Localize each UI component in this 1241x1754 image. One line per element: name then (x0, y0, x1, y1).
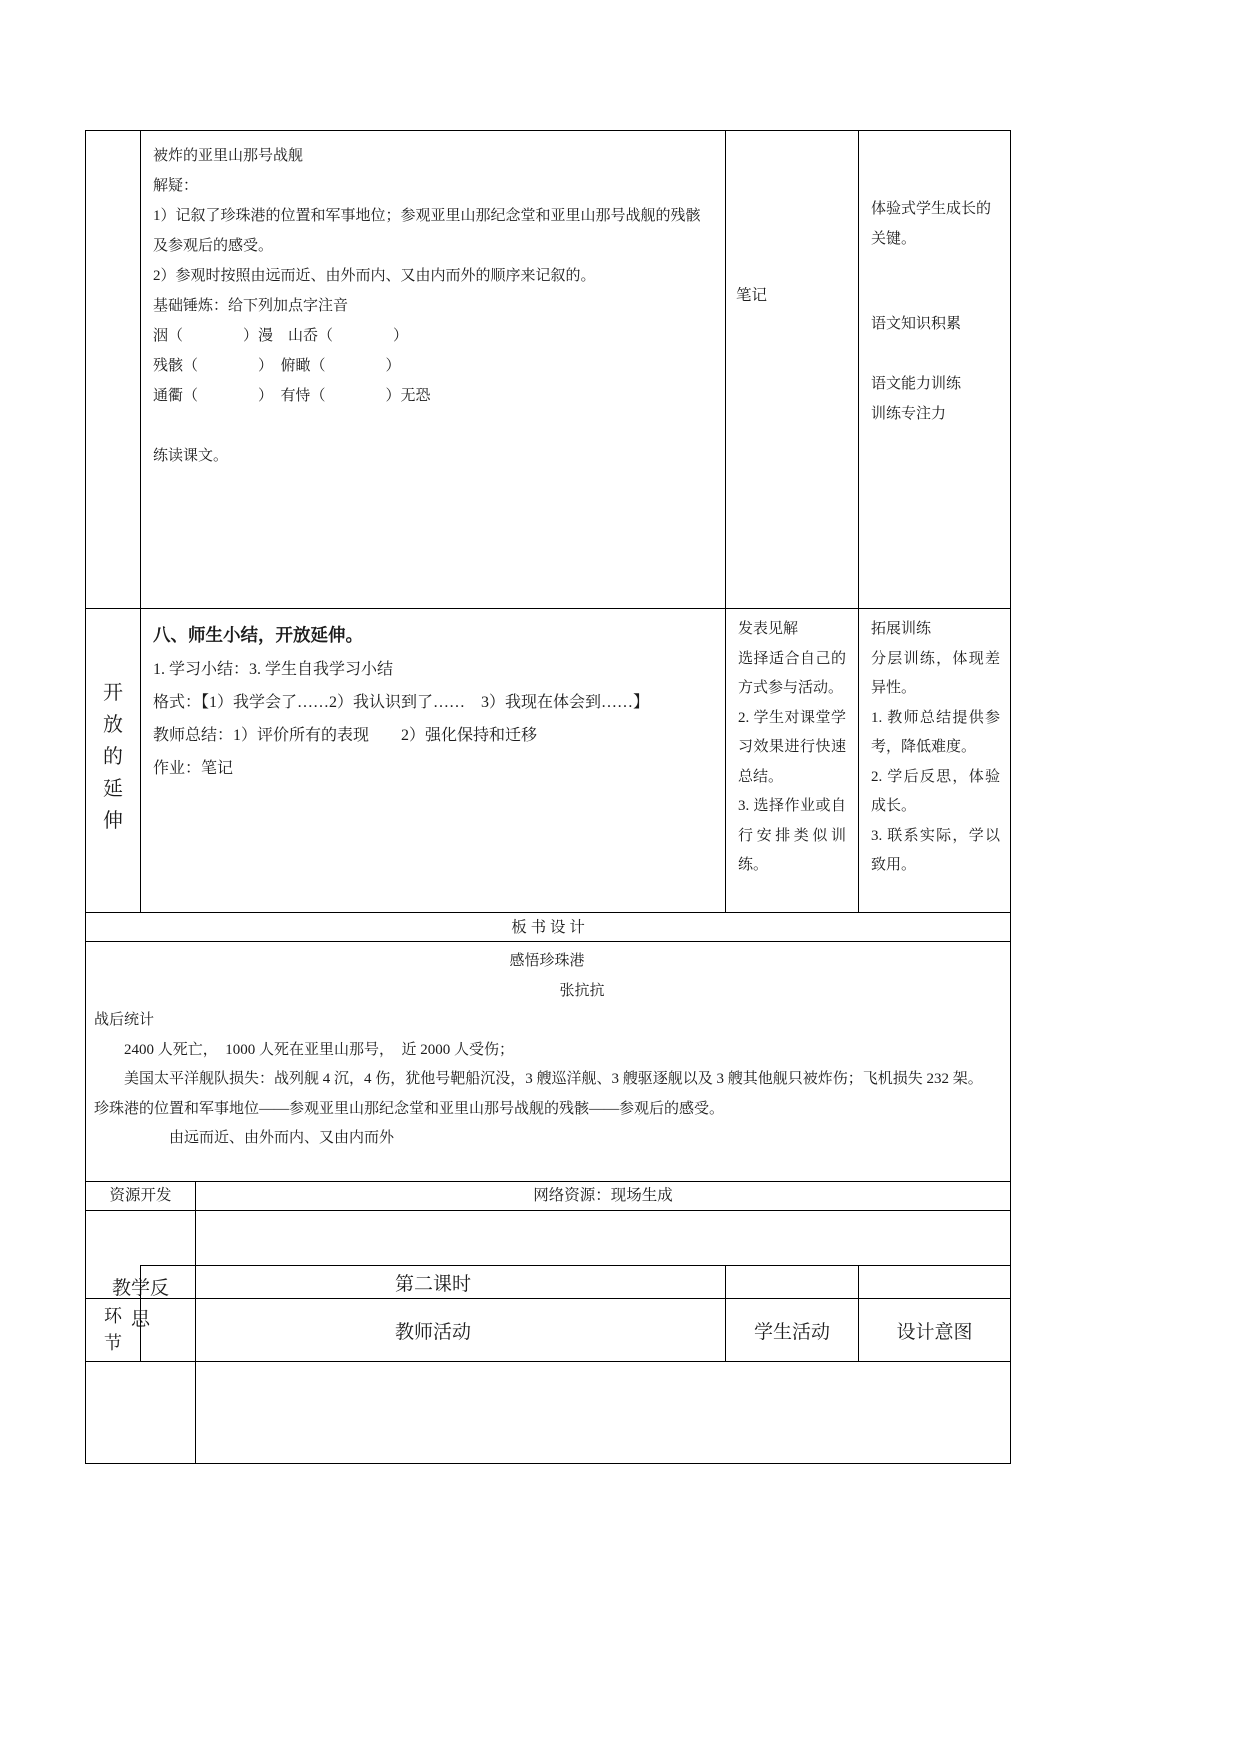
pinyin-exercise-line: 洇（ ）漫 山岙（ ） (153, 328, 409, 344)
pinyin-exercise-line: 残骸（ ） 俯瞰（ ） (153, 358, 401, 374)
session-title: 第二课时 (141, 1266, 726, 1299)
table-row (86, 913, 1011, 942)
second-session-table (85, 1265, 1011, 1362)
intent-para: 1. 教师总结提供参考，降低难度。 (871, 709, 1001, 755)
intent-para: 2. 学后反思，体验成长。 (871, 768, 1001, 814)
stage-label-vertical: 开放的延伸 (103, 682, 123, 832)
stage-cell-empty (86, 131, 141, 609)
blank-line (153, 411, 711, 441)
teacher-line: 2）参观时按照由远而近、由外而内、又由内而外的顺序来记叙的。 (153, 268, 596, 284)
stage-header-cell (86, 1299, 141, 1362)
lesson-plan-table (85, 130, 1011, 1464)
board-author: 张抗抗 (559, 982, 605, 999)
pinyin-exercise-line: 通衢（ ） 有恃（ ）无恐 (153, 388, 431, 404)
reflection-label: 教学反思 (111, 1278, 169, 1330)
intent-para: 3. 联系实际，学以致用。 (871, 827, 1001, 873)
teacher-line: 教师总结：1）评价所有的表现 2）强化保持和迁移 (153, 727, 538, 744)
table-row (86, 131, 1011, 609)
resource-label: 资源开发 (86, 1182, 196, 1211)
student-para: 2. 学生对课堂学习效果进行快速总结。 (738, 709, 847, 785)
board-design-cell (86, 942, 1011, 1182)
student-note-label: 笔记 (736, 287, 768, 304)
board-title: 感悟珍珠港 (509, 953, 585, 969)
teacher-line: 练读课文。 (153, 448, 229, 464)
intent-para: 分层训练，体现差异性。 (871, 650, 1001, 696)
student-activity-cell (726, 609, 859, 913)
board-line: 珍珠港的位置和军事地位——参观亚里山那纪念堂和亚里山那号战舰的残骸——参观后的感受。 (94, 1100, 725, 1117)
stage-cell (86, 609, 141, 913)
teacher-line: 1. 学习小结：3. 学生自我学习小结 (153, 661, 394, 678)
student-header: 学生活动 (726, 1299, 859, 1362)
student-activity-cell (726, 131, 859, 609)
board-line: 2400 人死亡， 1000 人死在亚里山那号， 近 2000 人受伤； (94, 1041, 515, 1058)
teacher-line: 基础锤炼：给下列加点字注音 (153, 298, 349, 314)
board-line: 由远而近、由外而内、又由内而外 (94, 1130, 395, 1146)
student-para: 发表见解 (738, 621, 799, 637)
intent-block: 语文知识积累 (871, 316, 962, 332)
resource-value: 网络资源：现场生成 (196, 1182, 1011, 1211)
teacher-line: 解疑： (153, 178, 199, 194)
intent-para: 拓展训练 (871, 621, 932, 637)
table-row (86, 1299, 1011, 1362)
student-para: 3. 选择作业或自行安排类似训练。 (738, 798, 847, 873)
student-para: 选择适合自己的方式参与活动。 (738, 650, 847, 696)
board-design-header: 板 书 设 计 (86, 913, 1011, 942)
intent-header: 设计意图 (859, 1299, 1011, 1362)
stage-header: 环节 (104, 1306, 122, 1353)
board-line: 战后统计 (94, 1012, 155, 1028)
teacher-activity-cell (141, 609, 726, 913)
teacher-line: 1）记叙了珍珠港的位置和军事地位；参观亚里山那纪念堂和亚里山那号战舰的残骸及参观后的感受。 (153, 208, 701, 254)
teacher-header: 教师活动 (141, 1299, 726, 1362)
table-row (86, 942, 1011, 1182)
table-row (86, 1182, 1011, 1211)
section-heading: 八、师生小结，开放延伸。 (153, 625, 363, 645)
table-row (86, 1266, 1011, 1299)
ghost-cell (86, 1266, 141, 1299)
teacher-line: 作业：笔记 (153, 760, 234, 777)
intent-block: 体验式学生成长的关键。 (871, 201, 992, 247)
intent-block: 语文能力训练 (871, 376, 962, 392)
teacher-activity-cell (141, 131, 726, 609)
teacher-line: 格式：【1）我学会了……2）我认识到了…… 3）我现在体会到……】 (153, 694, 650, 711)
design-intent-cell (859, 131, 1011, 609)
empty-cell (859, 1266, 1011, 1299)
table-row (86, 609, 1011, 913)
intent-block: 训练专注力 (871, 406, 947, 422)
design-intent-cell (859, 609, 1011, 913)
empty-cell (726, 1266, 859, 1299)
teacher-line: 被炸的亚里山那号战舰 (153, 148, 304, 164)
board-line: 美国太平洋舰队损失：战列舰 4 沉，4 伤，犹他号靶船沉没，3 艘巡洋舰、3 艘驱逐舰以及 3 艘其他舰只被炸伤；飞机损失 232 架。 (94, 1071, 983, 1087)
